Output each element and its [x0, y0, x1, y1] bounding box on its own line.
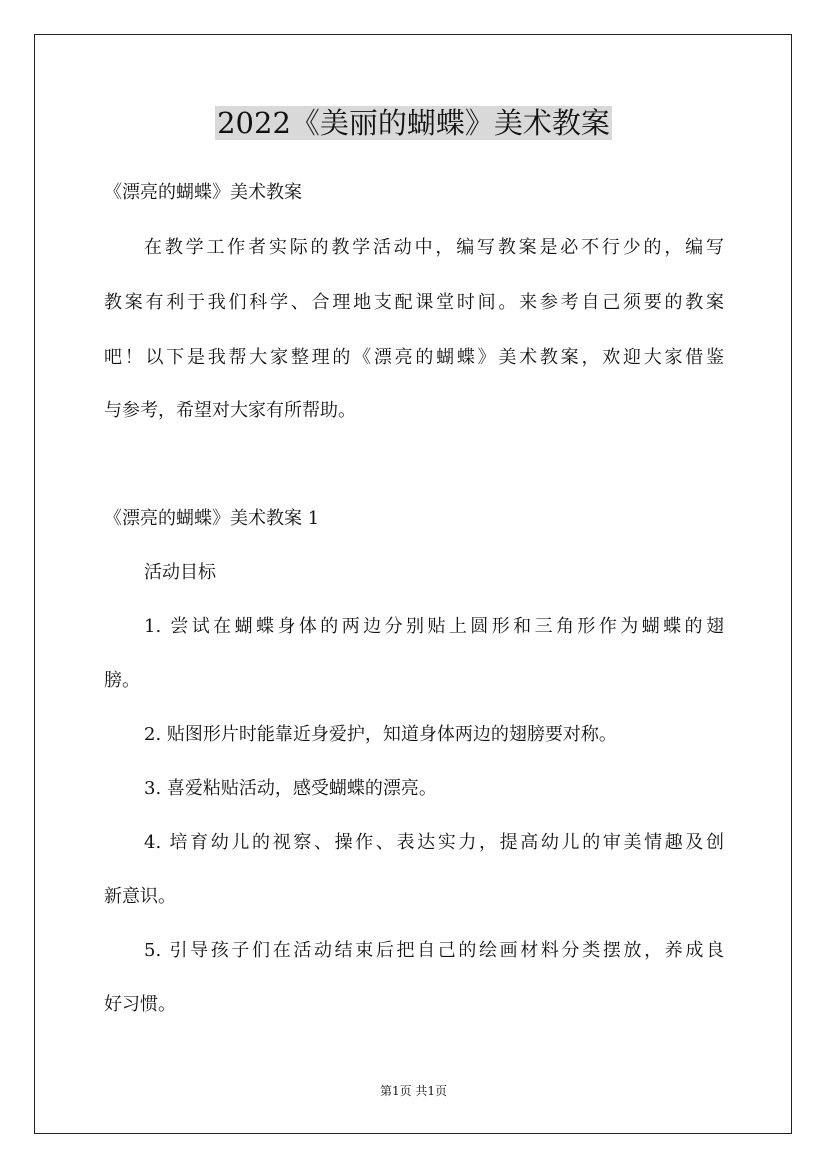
- goal-5-line-1: 5. 引导孩子们在活动结束后把自己的绘画材料分类摆放，养成良: [144, 940, 724, 961]
- subtitle: 《漂亮的蝴蝶》美术教案: [104, 182, 302, 203]
- intro-line-3: 吧！以下是我帮大家整理的《漂亮的蝴蝶》美术教案，欢迎大家借鉴: [104, 347, 724, 368]
- page-footer: 第1页 共1页: [379, 1084, 448, 1098]
- goal-1-line-1: 1. 尝试在蝴蝶身体的两边分别贴上圆形和三角形作为蝴蝶的翅: [144, 616, 724, 637]
- goal-4-line-2: 新意识。: [104, 886, 176, 907]
- goals-heading: 活动目标: [144, 562, 216, 583]
- intro-line-1: 在教学工作者实际的教学活动中，编写教案是必不行少的，编写: [144, 237, 724, 258]
- goal-5-line-2: 好习惯。: [104, 994, 176, 1015]
- section-heading: 《漂亮的蝴蝶》美术教案 1: [104, 508, 320, 529]
- goal-2: 2. 贴图形片时能靠近身爱护，知道身体两边的翅膀要对称。: [144, 724, 617, 745]
- goal-1-line-2: 膀。: [104, 670, 140, 691]
- intro-line-2: 教案有利于我们科学、合理地支配课堂时间。来参考自己须要的教案: [104, 292, 724, 313]
- document-title-text: 2022《美丽的蝴蝶》美术教案: [217, 106, 610, 140]
- goal-4-line-1: 4. 培育幼儿的视察、操作、表达实力，提高幼儿的审美情趣及创: [144, 832, 724, 853]
- document-title: [0, 104, 827, 142]
- goal-3: 3. 喜爱粘贴活动，感受蝴蝶的漂亮。: [144, 778, 437, 799]
- intro-line-4: 与参考，希望对大家有所帮助。: [104, 400, 356, 421]
